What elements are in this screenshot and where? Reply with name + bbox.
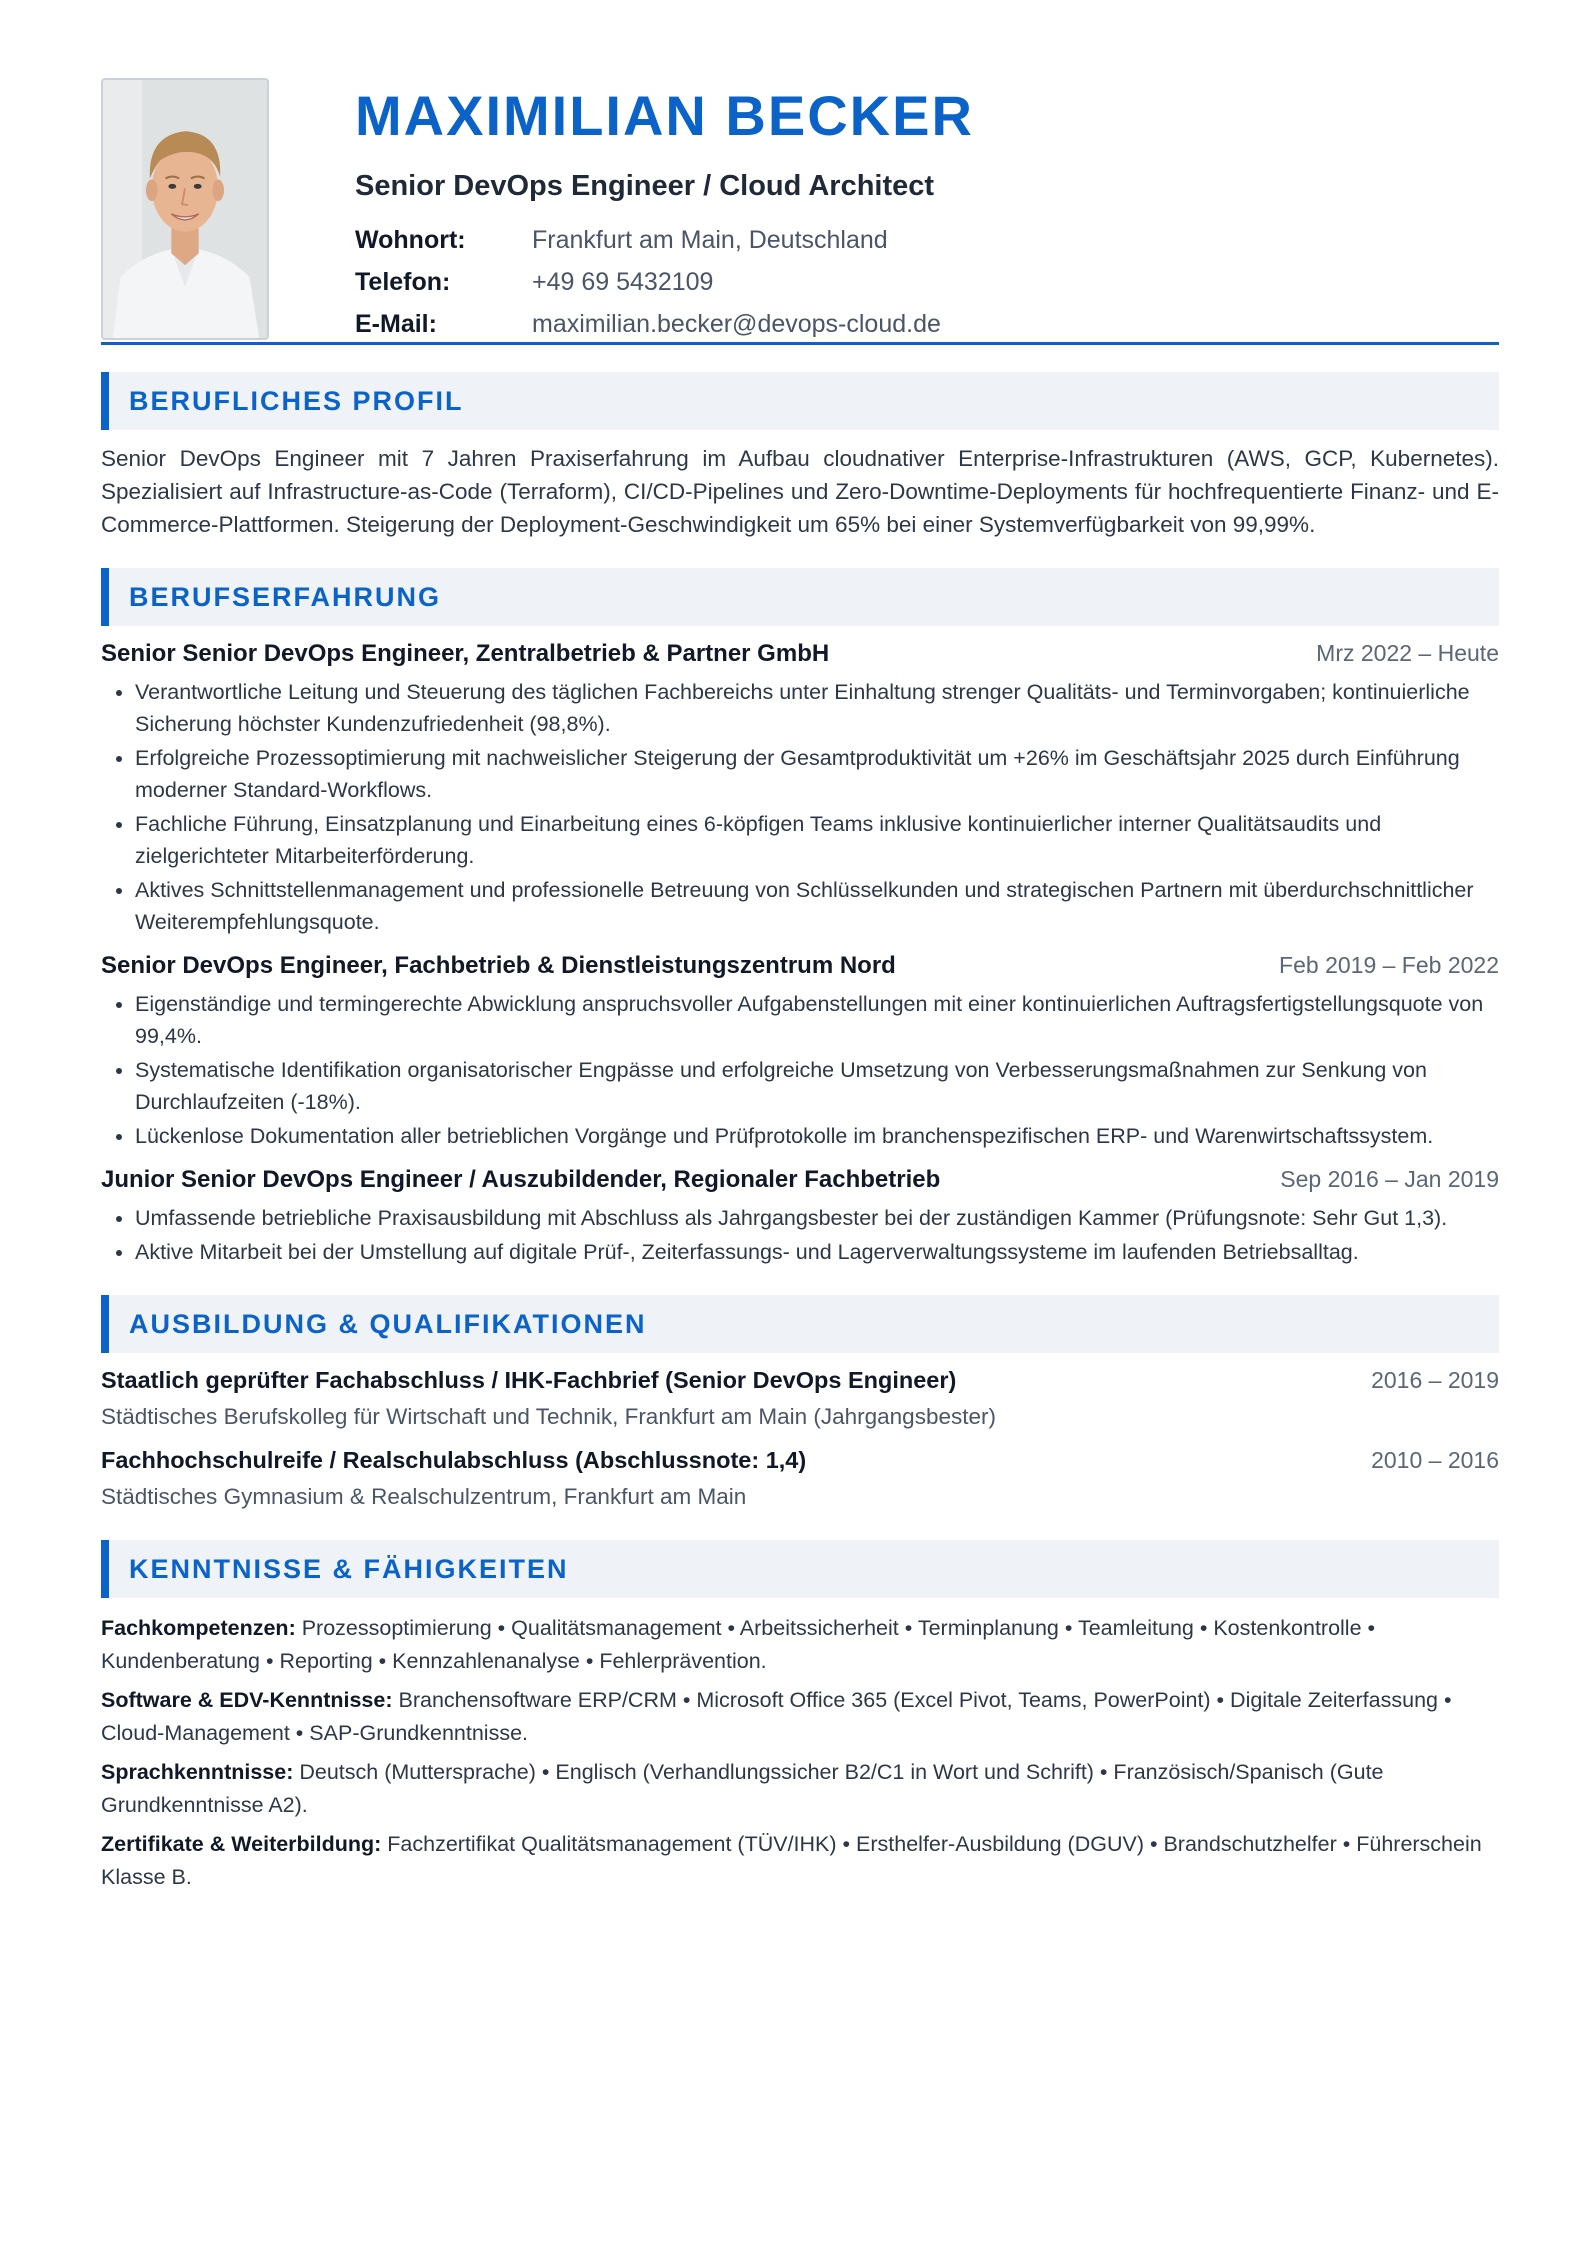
skill-text: Deutsch (Muttersprache) • Englisch (Verhandlungssicher B2/C1 in Wort und Schrift) • Französisch/Spanisch (Gute Grundkenntnisse A2). xyxy=(101,1760,1384,1817)
section-title: BERUFLICHES PROFIL xyxy=(129,385,464,416)
education-entry xyxy=(101,1447,1499,1513)
contact-row-email xyxy=(355,303,1499,345)
job-bullets xyxy=(101,988,1499,1152)
section-heading-experience xyxy=(101,568,1499,626)
job-entry xyxy=(101,952,1499,1152)
education-institution: Städtisches Gymnasium & Realschulzentrum, Frankfurt am Main xyxy=(101,1484,747,1509)
contact-label: Wohnort: xyxy=(355,225,466,254)
contact-value: maximilian.becker@devops-cloud.de xyxy=(532,309,941,338)
job-date: Feb 2019 – Feb 2022 xyxy=(1279,952,1499,978)
job-header xyxy=(101,952,1499,988)
job-role: Senior Senior DevOps Engineer, Zentralbetrieb & Partner GmbH xyxy=(101,640,830,667)
skill-text: Prozessoptimierung • Qualitätsmanagement • Arbeitssicherheit • Terminplanung • Teamleitung • Kostenkontrolle • Kundenberatung • Reporting • Kennzahlenanalyse • Fehlerprävention. xyxy=(101,1616,1376,1673)
education-entry xyxy=(101,1367,1499,1433)
skill-row xyxy=(101,1684,1499,1750)
education-date: 2016 – 2019 xyxy=(1371,1367,1499,1393)
skill-label: Zertifikate & Weiterbildung: xyxy=(101,1832,388,1856)
contact-label: Telefon: xyxy=(355,267,451,296)
section-title: BERUFSERFAHRUNG xyxy=(129,581,442,612)
job-role: Junior Senior DevOps Engineer / Auszubildender, Regionaler Fachbetrieb xyxy=(101,1166,941,1193)
skill-row xyxy=(101,1828,1499,1894)
header-info xyxy=(355,78,1499,345)
education-title: Fachhochschulreife / Realschulabschluss (Abschlussnote: 1,4) xyxy=(101,1447,807,1473)
portrait-icon xyxy=(103,80,267,338)
education-header xyxy=(101,1367,1499,1401)
profile-photo xyxy=(101,78,269,340)
bullet-item: • Erfolgreiche Prozessoptimierung mit nachweislicher Steigerung der Gesamtproduktivität um +26% im Geschäftsjahr 2025 durch Einführung moderner Standard-Workflows. xyxy=(135,742,1499,806)
contact-label: E-Mail: xyxy=(355,309,437,338)
job-role: Senior DevOps Engineer, Fachbetrieb & Dienstleistungszentrum Nord xyxy=(101,952,896,979)
job-header xyxy=(101,640,1499,676)
bullet-item: • Lückenlose Dokumentation aller betrieblichen Vorgänge und Prüfprotokolle im branchenspezifischen ERP- und Warenwirtschaftssystem. xyxy=(135,1120,1499,1152)
job-bullets xyxy=(101,676,1499,938)
education-institution: Städtisches Berufskolleg für Wirtschaft und Technik, Frankfurt am Main (Jahrgangsbester) xyxy=(101,1404,996,1429)
bullet-item: • Eigenständige und termingerechte Abwicklung anspruchsvoller Aufgabenstellungen mit einer kontinuierlichen Auftragsfertigstellungsquote von 99,4%. xyxy=(135,988,1499,1052)
job-entry xyxy=(101,1166,1499,1268)
bullet-item: • Verantwortliche Leitung und Steuerung des täglichen Fachbereichs unter Einhaltung strenger Qualitäts- und Terminvorgaben; kontinuierliche Sicherung höchster Kundenzufriedenheit (98,8%). xyxy=(135,676,1499,740)
job-bullets xyxy=(101,1202,1499,1268)
contact-row-phone xyxy=(355,261,1499,303)
job-entry xyxy=(101,640,1499,938)
skill-row xyxy=(101,1756,1499,1822)
contact-value: Frankfurt am Main, Deutschland xyxy=(532,225,888,254)
contact-value: +49 69 5432109 xyxy=(532,267,714,296)
cv-header xyxy=(101,78,1499,342)
section-heading-profile xyxy=(101,372,1499,430)
bullet-item: • Aktives Schnittstellenmanagement und professionelle Betreuung von Schlüsselkunden und strategischen Partnern mit überdurchschnittlicher Weiterempfehlungsquote. xyxy=(135,874,1499,938)
bullet-item: • Umfassende betriebliche Praxisausbildung mit Abschluss als Jahrgangsbester bei der zuständigen Kammer (Prüfungsnote: Sehr Gut 1,3). xyxy=(135,1202,1499,1234)
contact-list xyxy=(355,219,1499,345)
cv-page xyxy=(101,78,1499,1900)
skill-label: Sprachkenntnisse: xyxy=(101,1760,300,1784)
section-title: KENNTNISSE & FÄHIGKEITEN xyxy=(129,1553,569,1584)
skill-label: Software & EDV-Kenntnisse: xyxy=(101,1688,399,1712)
skills-list xyxy=(101,1612,1499,1894)
section-heading-education xyxy=(101,1295,1499,1353)
job-date: Sep 2016 – Jan 2019 xyxy=(1280,1166,1499,1192)
candidate-title: Senior DevOps Engineer / Cloud Architect xyxy=(355,170,935,202)
skill-row xyxy=(101,1612,1499,1678)
bullet-item: • Aktive Mitarbeit bei der Umstellung auf digitale Prüf-, Zeiterfassungs- und Lagerverwaltungssysteme im laufenden Betriebsalltag. xyxy=(135,1236,1499,1268)
section-heading-skills xyxy=(101,1540,1499,1598)
candidate-name: MAXIMILIAN BECKER xyxy=(355,84,974,147)
section-title: AUSBILDUNG & QUALIFIKATIONEN xyxy=(129,1308,647,1339)
education-header xyxy=(101,1447,1499,1481)
education-title: Staatlich geprüfter Fachabschluss / IHK-Fachbrief (Senior DevOps Engineer) xyxy=(101,1367,957,1393)
skill-label: Fachkompetenzen: xyxy=(101,1616,302,1640)
contact-row-location xyxy=(355,219,1499,261)
bullet-item: • Systematische Identifikation organisatorischer Engpässe und erfolgreiche Umsetzung von Verbesserungsmaßnahmen zur Senkung von Durchlaufzeiten (-18%). xyxy=(135,1054,1499,1118)
skill-text: Fachzertifikat Qualitätsmanagement (TÜV/IHK) • Ersthelfer-Ausbildung (DGUV) • Brandschutzhelfer • Führerschein Klasse B. xyxy=(101,1832,1482,1889)
profile-summary: Senior DevOps Engineer mit 7 Jahren Praxiserfahrung im Aufbau cloudnativer Enterprise-Infrastrukturen (AWS, GCP, Kubernetes). Spezialisiert auf Infrastructure-as-Code (Terraform), CI/CD-Pipelines und Zero-Downtime-Deployments für hochfrequentierte Finanz- und E-Commerce-Plattformen. Steigerung der Deployment-Geschwindigkeit um 65% bei einer Systemverfügbarkeit von 99,99%. xyxy=(101,446,1499,537)
job-date: Mrz 2022 – Heute xyxy=(1316,640,1499,666)
job-header xyxy=(101,1166,1499,1202)
education-date: 2010 – 2016 xyxy=(1371,1447,1499,1473)
bullet-item: • Fachliche Führung, Einsatzplanung und Einarbeitung eines 6-köpfigen Teams inklusive kontinuierlicher interner Qualitätsaudits und zielgerichteter Mitarbeiterförderung. xyxy=(135,808,1499,872)
skill-text: Branchensoftware ERP/CRM • Microsoft Office 365 (Excel Pivot, Teams, PowerPoint) • Digitale Zeiterfassung • Cloud-Management • SAP-Grundkenntnisse. xyxy=(101,1688,1452,1745)
